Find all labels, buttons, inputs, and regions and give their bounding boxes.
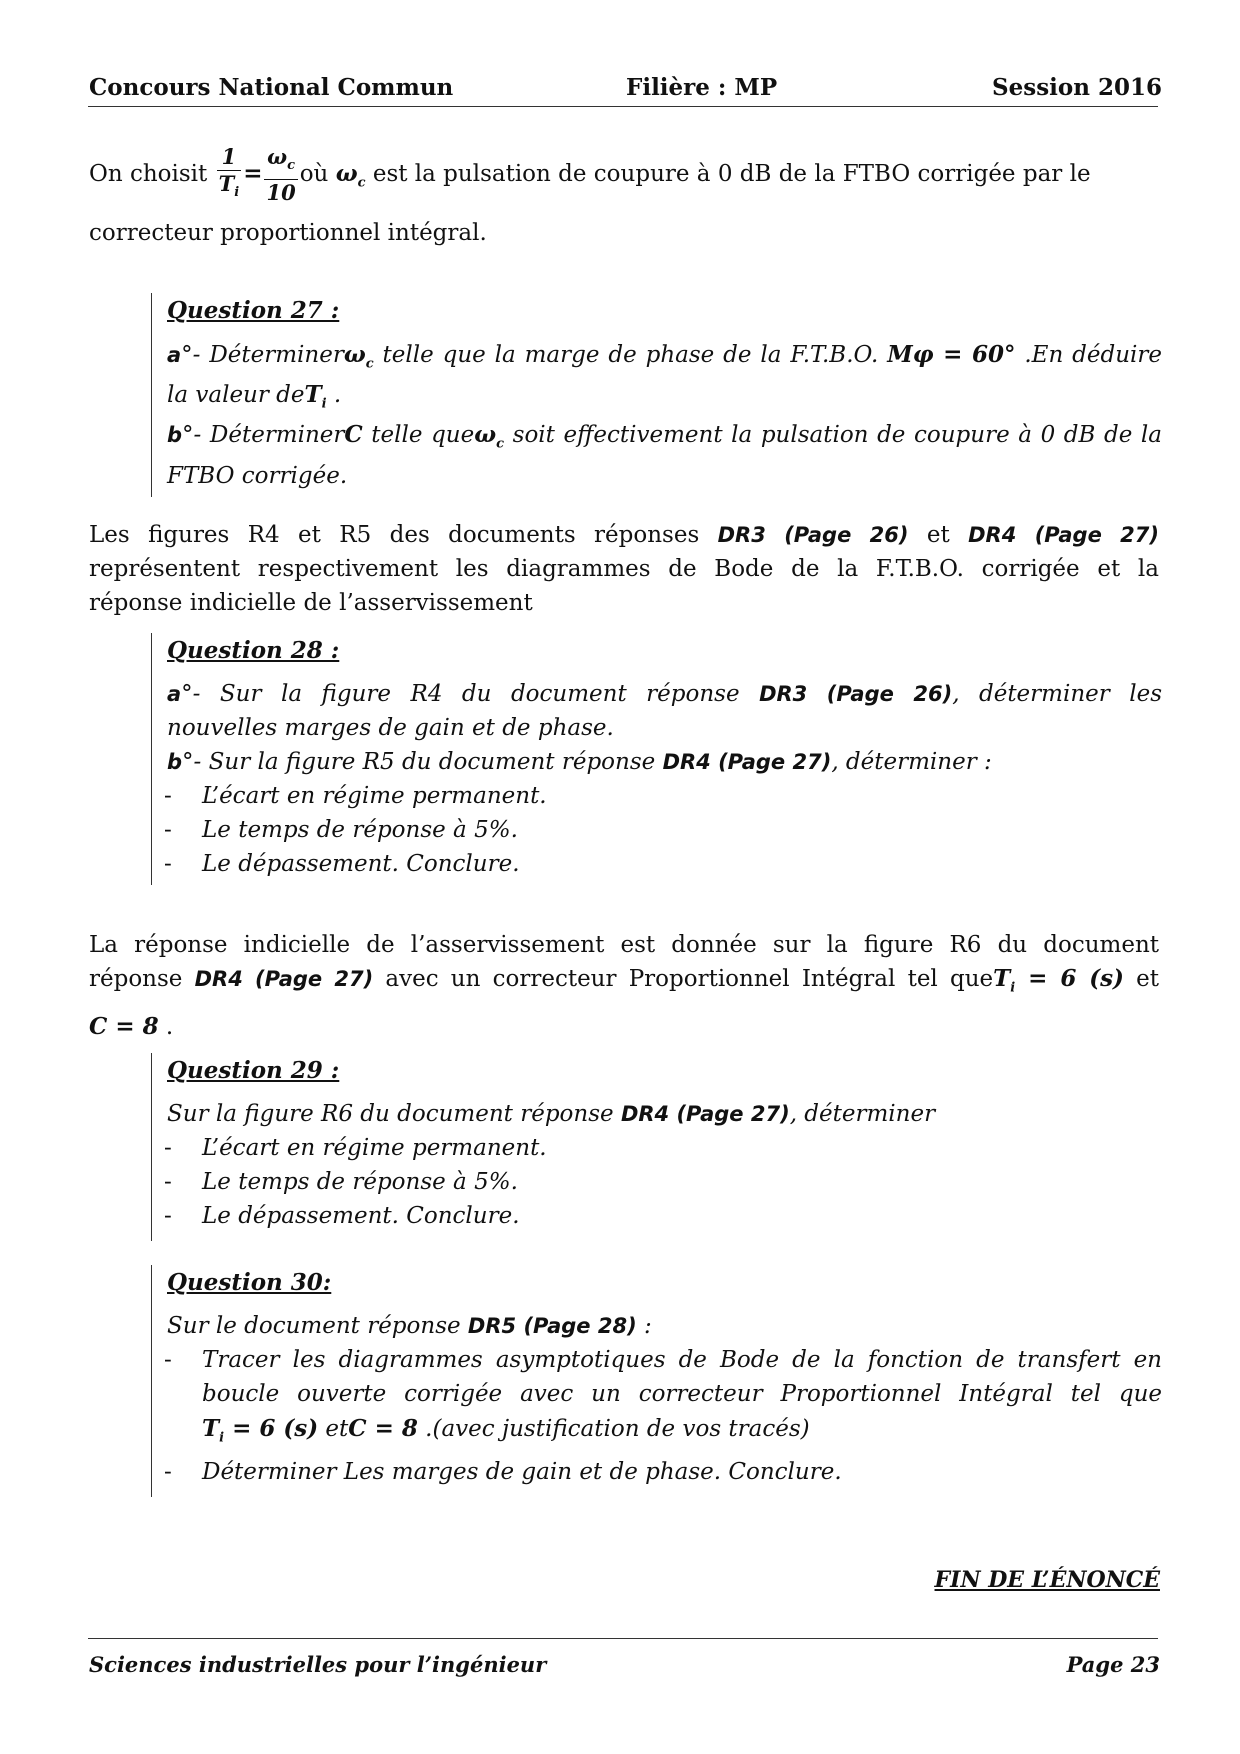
q29-line-1: Sur la figure R6 du document réponse DR4 (Page 27), déterminer [167, 1101, 936, 1127]
q28-a-line-1: a°- Sur la figure R4 du document réponse DR3 (Page 26), déterminer les [167, 681, 1163, 707]
header-rule [88, 106, 1158, 107]
q29-bullet-1: L’écart en régime permanent. [202, 1135, 547, 1161]
q28-a-line-2: nouvelles marges de gain et de phase. [167, 715, 614, 741]
para2-line-1: Les figures R4 et R5 des documents réponses DR3 (Page 26) et DR4 (Page 27) [89, 522, 1160, 548]
q30-bullet-1-line-3: $T_i = 6$ (s) etC = 8 .(avec justification de vos tracés) [202, 1415, 810, 1446]
para3-line-1: La réponse indicielle de l’asservissement est donnée sur la figure R6 du document [89, 932, 1159, 958]
intro-line-1: On choisit $\frac{1}{T_i}$ = $\frac{\omega_c}{10}$ où $\omega_c$ est la pulsation de coupure à 0 dB de la FTBO corrigée par le [89, 144, 1091, 206]
q30-line-1: Sur le document réponse DR5 (Page 28) : [167, 1313, 652, 1339]
page-number: Page 23 [1066, 1652, 1160, 1677]
intro-line-2: correcteur proportionnel intégral. [89, 220, 487, 246]
q30-bullet-1-line-1: Tracer les diagrammes asymptotiques de Bode de la fonction de transfert en [202, 1347, 1162, 1373]
header-center: Filière : MP [626, 74, 778, 101]
footer-left: Sciences industrielles pour l’ingénieur [89, 1652, 547, 1677]
fraction-one-over-ti: $\frac{1}{T_i}$ [218, 144, 240, 201]
question-28-block: Question 28 : a°- Sur la figure R4 du document réponse DR3 (Page 26), déterminer les nouvelles marges de gain et de phase. b°- Sur la figure R5 du document réponse DR4 (Page 27), déterminer : - L’écart en régime permanent. - Le temps de réponse à 5%. - Le dépassement. Conclure. [151, 633, 1162, 885]
question-28-title: Question 28 : [167, 637, 340, 664]
q28-bullet-3: Le dépassement. Conclure. [202, 851, 520, 877]
header-right: Session 2016 [992, 74, 1162, 101]
q28-bullet-2: Le temps de réponse à 5%. [202, 817, 518, 843]
q27-a-line-2: la valeur deT$_i$ . [167, 381, 342, 412]
question-29-block: Question 29 : Sur la figure R6 du document réponse DR4 (Page 27), déterminer - L’écart en régime permanent. - Le temps de réponse à 5%. - Le dépassement. Conclure. [151, 1053, 1162, 1241]
question-27-title: Question 27 : [167, 297, 340, 324]
header-left: Concours National Commun [89, 74, 454, 101]
footer-rule [88, 1638, 1158, 1639]
q27-b-line-2: FTBO corrigée. [167, 463, 348, 489]
question-30-title: Question 30: [167, 1269, 332, 1296]
question-30-block: Question 30: Sur le document réponse DR5 (Page 28) : - Tracer les diagrammes asymptotiques de Bode de la fonction de transfert en boucle ouverte corrigée avec un correcteur Proportionnel Intégral tel que $T_i = 6$ (s) etC = 8 .(avec justification de vos tracés) - Déterminer Les marges de gain et de phase. Conclure. [151, 1265, 1162, 1497]
q28-bullet-1: L’écart en régime permanent. [202, 783, 547, 809]
end-of-statement: FIN DE L’ÉNONCÉ [934, 1567, 1160, 1593]
question-29-title: Question 29 : [167, 1057, 340, 1084]
q27-a-line-1: a°- Déterminerω$_c$ telle que la marge de phase de la F.T.B.O. Mφ = 60° .En déduire [167, 341, 1163, 372]
q27-b-line-1: b°- DéterminerC telle queω$_c$ soit effectivement la pulsation de coupure à 0 dB de la [167, 421, 1162, 452]
q30-bullet-1-line-2: boucle ouverte corrigée avec un correcteur Proportionnel Intégral tel que [202, 1381, 1162, 1407]
q29-bullet-3: Le dépassement. Conclure. [202, 1203, 520, 1229]
q28-b-line-1: b°- Sur la figure R5 du document réponse DR4 (Page 27), déterminer : [167, 749, 992, 775]
question-27-block [151, 293, 1162, 497]
q29-bullet-2: Le temps de réponse à 5%. [202, 1169, 518, 1195]
para2-line-2: représentent respectivement les diagrammes de Bode de la F.T.B.O. corrigée et la [89, 556, 1159, 582]
q30-bullet-2: Déterminer Les marges de gain et de phase. Conclure. [202, 1459, 842, 1485]
para2-line-3: réponse indicielle de l’asservissement [89, 590, 533, 616]
fraction-wc-over-10: $\frac{\omega_c}{10}$ [266, 144, 296, 206]
para3-line-2: réponse DR4 (Page 27) avec un correcteur Proportionnel Intégral tel queT$_i$ = 6 (s) et [89, 965, 1160, 996]
para3-line-3: C = 8 . [89, 1013, 174, 1040]
